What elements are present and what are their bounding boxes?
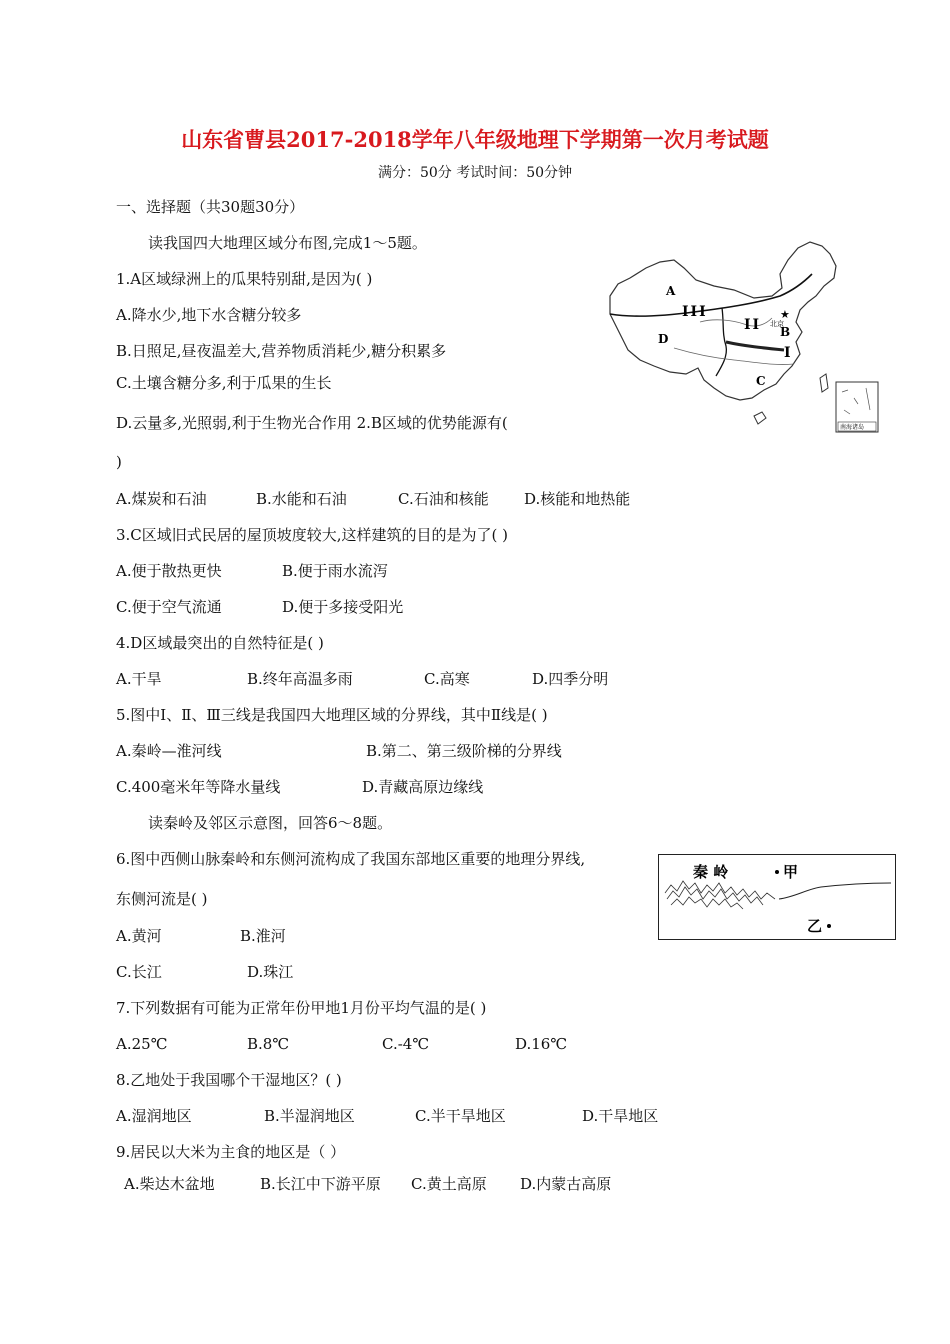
qinling-map-frame	[658, 854, 896, 940]
inset-label: 南海诸岛	[840, 424, 865, 431]
question-6-cont: 东侧河流是( )	[116, 890, 208, 908]
option-3d: D.便于多接受阳光	[282, 598, 404, 616]
option-4c: C.高寒	[424, 670, 470, 688]
boundary-label-ii: II	[744, 317, 762, 333]
question-intro: 读我国四大地理区域分布图,完成1～5题。	[148, 234, 427, 252]
river	[700, 318, 772, 326]
option-6b: B.淮河	[240, 927, 286, 945]
question-3: 3.C区域旧式民居的屋顶坡度较大,这样建筑的目的是为了( )	[116, 526, 509, 544]
option-5a: A.秦岭—淮河线	[116, 742, 222, 760]
boundary-label-iii: III	[682, 304, 708, 320]
option-6c: C.长江	[116, 963, 162, 981]
page-title: 山东省曹县2017-2018学年八年级地理下学期第一次月考试题	[181, 127, 769, 152]
option-8b: B.半湿润地区	[264, 1107, 355, 1125]
option-8c: C.半干旱地区	[415, 1107, 506, 1125]
question-9: 9.居民以大米为主食的地区是（ ）	[116, 1143, 346, 1161]
point-yi	[827, 924, 831, 928]
label-yi: 乙	[807, 917, 823, 935]
option-9a: A.柴达木盆地	[124, 1175, 215, 1193]
option-1b: B.日照足,昼夜温差大,营养物质消耗少,糖分积累多	[116, 342, 447, 360]
region-label-c: C	[756, 374, 766, 388]
hainan-island	[754, 412, 766, 424]
question-8: 8.乙地处于我国哪个干湿地区？( )	[116, 1071, 342, 1089]
exam-info: 满分：50分 考试时间：50分钟	[377, 165, 573, 181]
option-1c: C.土壤含糖分多,利于瓜果的生长	[116, 374, 332, 392]
point-jia	[775, 870, 779, 874]
question-5: 5.图中Ⅰ、Ⅱ、Ⅲ三线是我国四大地理区域的分界线，其中Ⅱ线是( )	[116, 706, 548, 724]
region-label-d: D	[658, 332, 669, 346]
option-4a: A.干旱	[116, 670, 162, 688]
question-intro-2: 读秦岭及邻区示意图，回答6～8题。	[148, 814, 393, 832]
option-5c: C.400毫米年等降水量线	[116, 778, 281, 796]
river-line	[779, 883, 891, 899]
taiwan-island	[820, 374, 828, 392]
region-label-b: B	[780, 325, 791, 339]
boundary-label-i: I	[784, 345, 791, 361]
star-icon: ★	[780, 308, 790, 321]
option-2d: D.核能和地热能	[524, 490, 631, 508]
question-2-close: )	[116, 453, 122, 471]
qinling-map	[659, 855, 895, 939]
south-china-sea-inset	[836, 382, 878, 432]
question-4: 4.D区域最突出的自然特征是( )	[116, 634, 324, 652]
option-7a: A.25℃	[116, 1035, 168, 1053]
option-4d: D.四季分明	[532, 670, 609, 688]
beijing-label: 北京	[770, 320, 784, 328]
option-3b: B.便于雨水流泻	[282, 562, 388, 580]
option-2c: C.石油和核能	[398, 490, 489, 508]
region-label-a: A	[666, 284, 676, 298]
option-7b: B.8℃	[247, 1035, 290, 1053]
option-1d: D.云量多,光照弱,利于生物光合作用 2.B区域的优势能源有(	[116, 414, 508, 432]
question-7: 7.下列数据有可能为正常年份甲地1月份平均气温的是( )	[116, 999, 487, 1017]
label-jia: 甲	[783, 863, 799, 881]
option-7d: D.16℃	[515, 1035, 568, 1053]
option-5b: B.第二、第三级阶梯的分界线	[366, 742, 562, 760]
option-5d: D.青藏高原边缘线	[362, 778, 484, 796]
option-6a: A.黄河	[116, 927, 162, 945]
option-9d: D.内蒙古高原	[520, 1175, 612, 1193]
option-8a: A.湿润地区	[116, 1107, 192, 1125]
option-2b: B.水能和石油	[256, 490, 347, 508]
option-9c: C.黄土高原	[411, 1175, 487, 1193]
option-1a: A.降水少,地下水含糖分较多	[116, 306, 302, 324]
mountain-range-icon	[665, 881, 775, 909]
option-9b: B.长江中下游平原	[260, 1175, 381, 1193]
option-2a: A.煤炭和石油	[116, 490, 207, 508]
boundary-ii	[716, 308, 726, 376]
question-6: 6.图中西侧山脉秦岭和东侧河流构成了我国东部地区重要的地理分界线,	[116, 850, 586, 868]
question-1: 1.A区域绿洲上的瓜果特别甜,是因为( )	[116, 270, 373, 288]
mountain-label: 秦 岭	[693, 863, 729, 881]
boundary-i	[726, 342, 784, 350]
option-8d: D.干旱地区	[582, 1107, 659, 1125]
option-3c: C.便于空气流通	[116, 598, 222, 616]
option-6d: D.珠江	[247, 963, 294, 981]
china-regions-map	[604, 238, 886, 438]
option-3a: A.便于散热更快	[116, 562, 222, 580]
option-7c: C.-4℃	[382, 1035, 430, 1053]
section-heading: 一、选择题（共30题30分）	[116, 198, 305, 216]
option-4b: B.终年高温多雨	[247, 670, 353, 688]
